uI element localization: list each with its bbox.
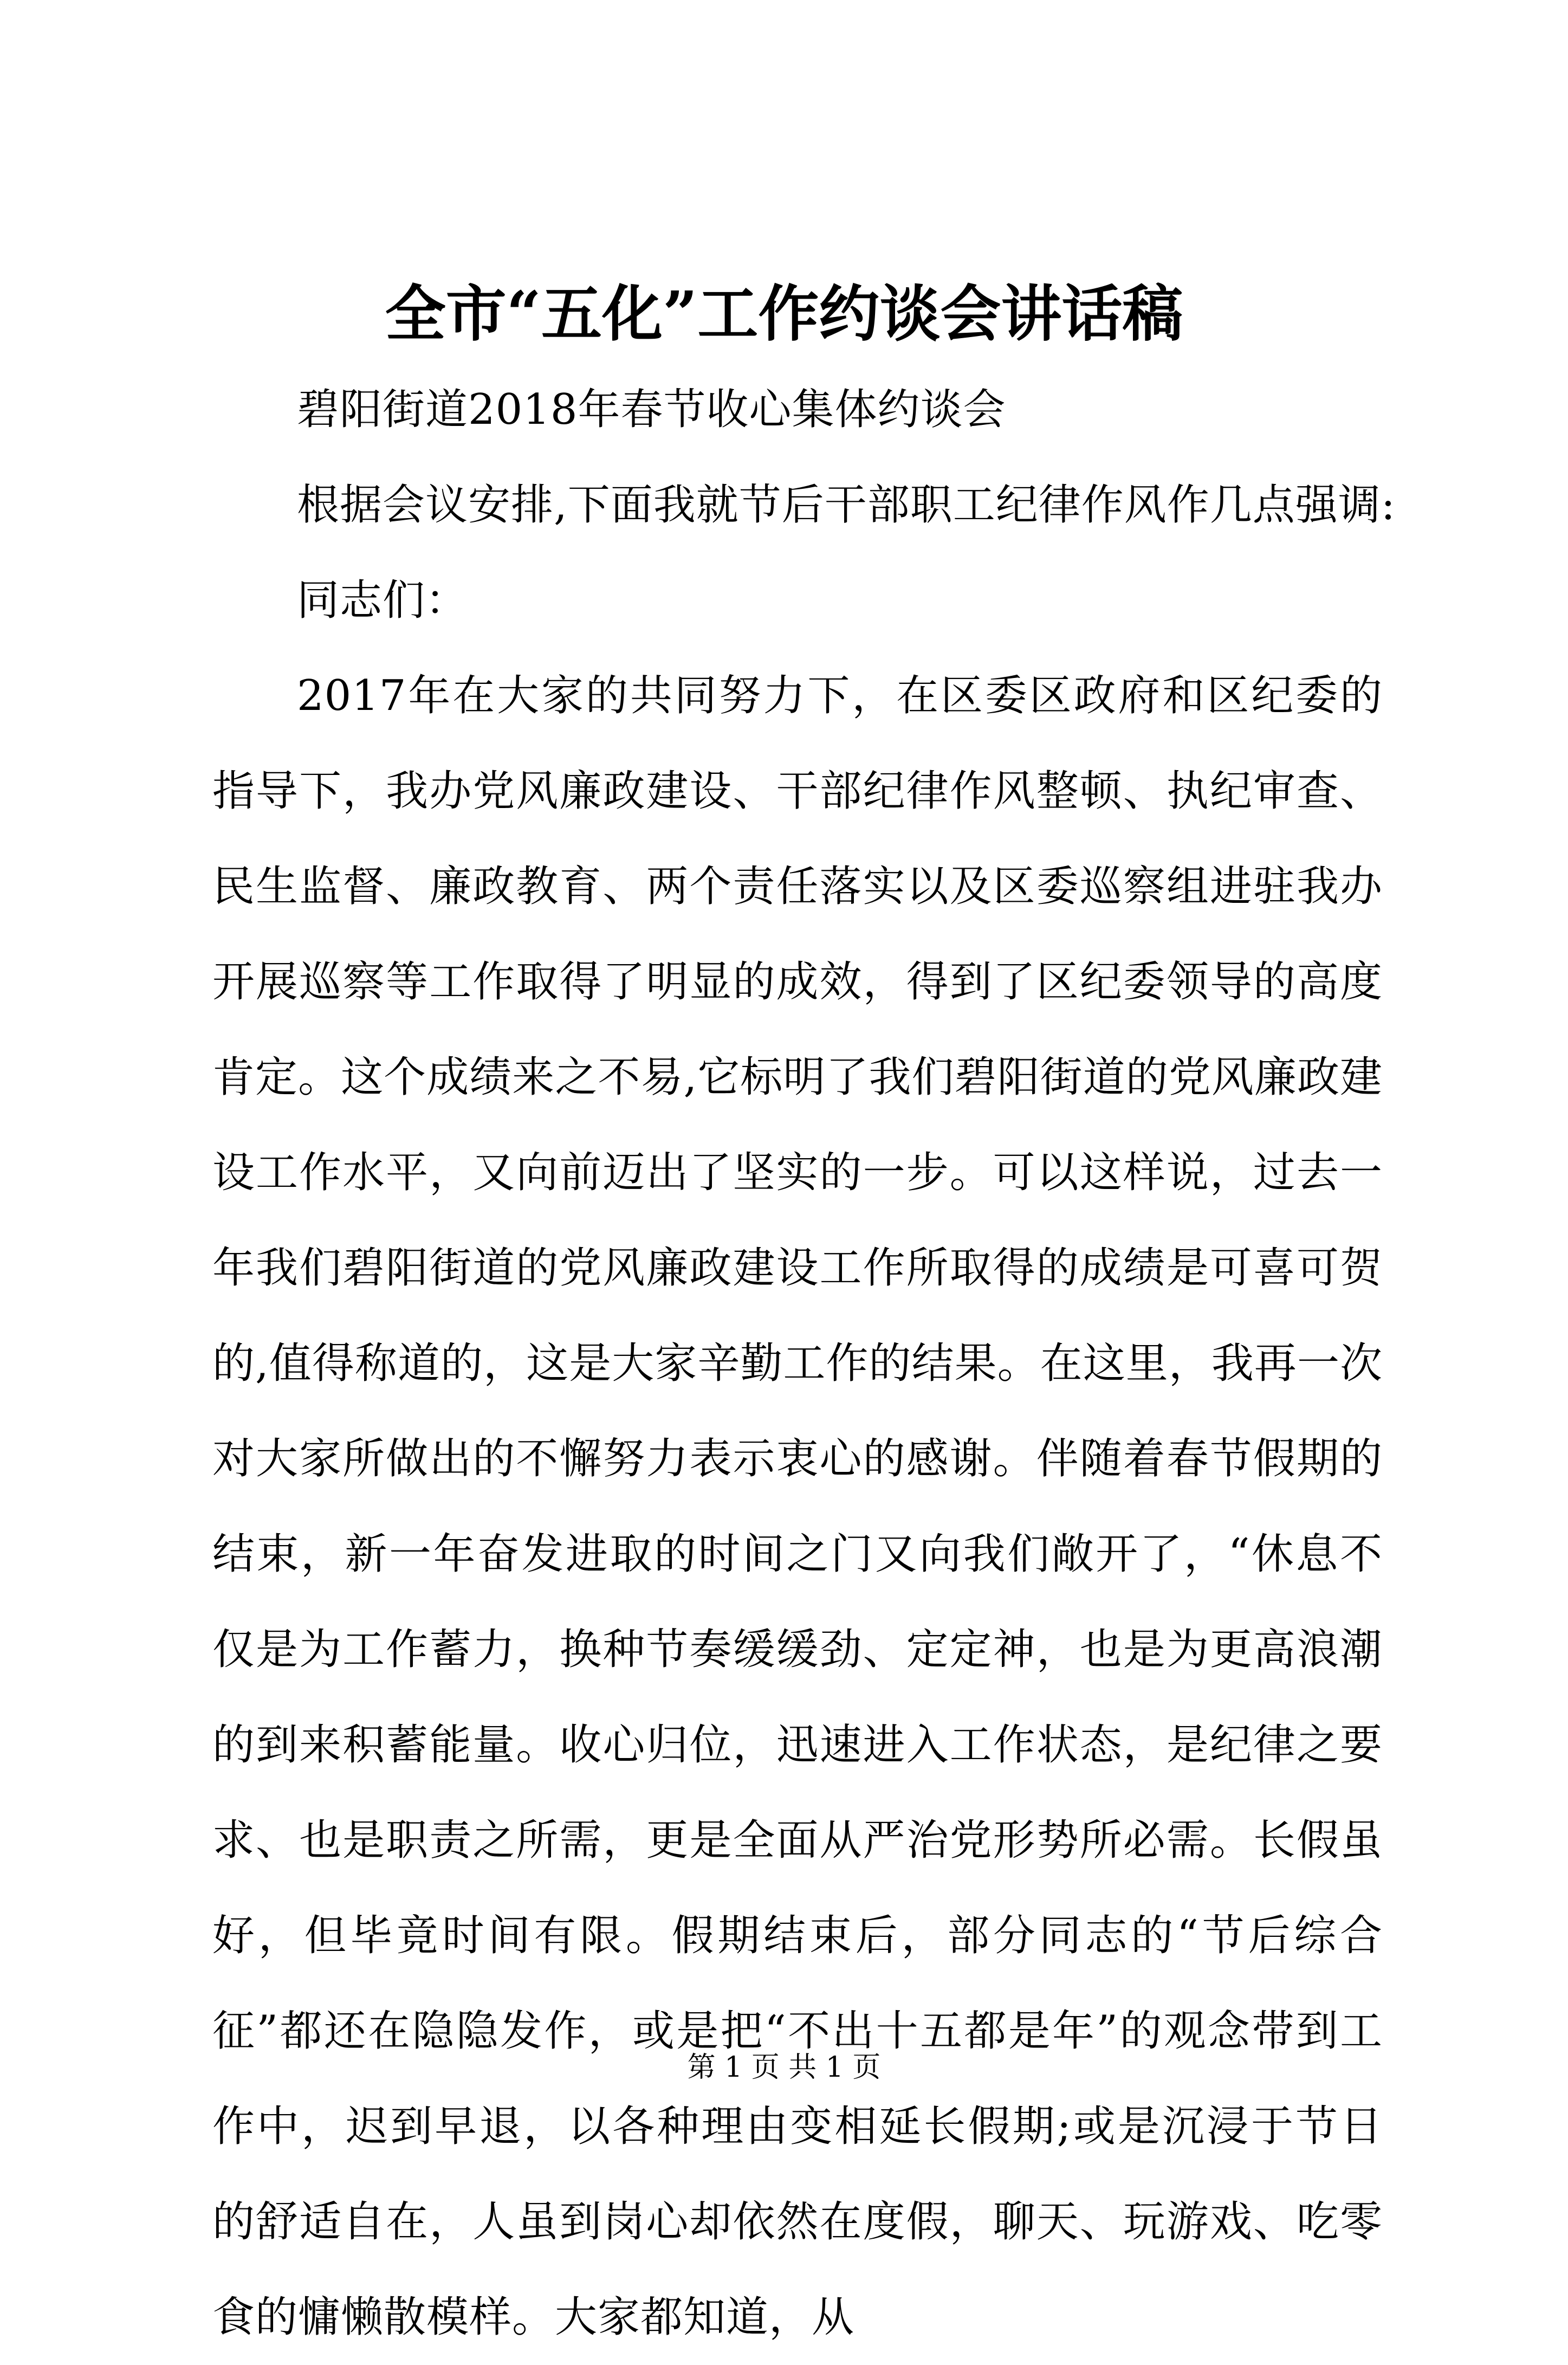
- paragraph-intro: 根据会议安排,下面我就节后干部职工纪律作风作几点强调:: [297, 481, 1396, 529]
- paragraph-salutation: 同志们：: [297, 576, 469, 625]
- paragraph-subtitle: 碧阳街道2018年春节收心集体约谈会: [297, 385, 1006, 434]
- document-title: 全市“五化”工作约谈会讲话稿: [385, 279, 1183, 350]
- page-footer: 第 1 页 共 1 页: [687, 2051, 881, 2084]
- paragraph-main: 2017年在大家的共同努力下，在区委区政府和区纪委的指导下，我办党风廉政建设、干部纪律作风整顿、执纪审查、民生监督、廉政教育、两个责任落实以及区委巡察组进驻我办开展巡察等工作取得了明显的成效，得到了区纪委领导的高度肯定。这个成绩来之不易,它标明了我们碧阳街道的党风廉政建设工作水平，又向前迈出了坚实的一步。可以这样说，过去一年我们碧阳街道的党风廉政建设工作所取得的成绩是可喜可贺的,值得称道的，这是大家辛勤工作的结果。在这里，我再一次对大家所做出的不懈努力表示衷心的感谢。伴随着春节假期的结束，新一年奋发进取的时间之门又向我们敞开了，“休息不仅是为工作蓄力，换种节奏缓缓劲、定定神，也是为更高浪潮的到来积蓄能量。收心归位，迅速进入工作状态，是纪律之要求、也是职责之所需，更是全面从严治党形势所必需。长假虽好，但毕竟时间有限。假期结束后，部分同志的“节后综合征”都还在隐隐发作，或是把“不出十五都是年”的观念带到工作中，迟到早退，以各种理由变相延长假期;或是沉浸于节日的舒适自在，人虽到岗心却依然在度假，聊天、玩游戏、吃零食的慵懒散模样。大家都知道，从: [212, 671, 1383, 2342]
